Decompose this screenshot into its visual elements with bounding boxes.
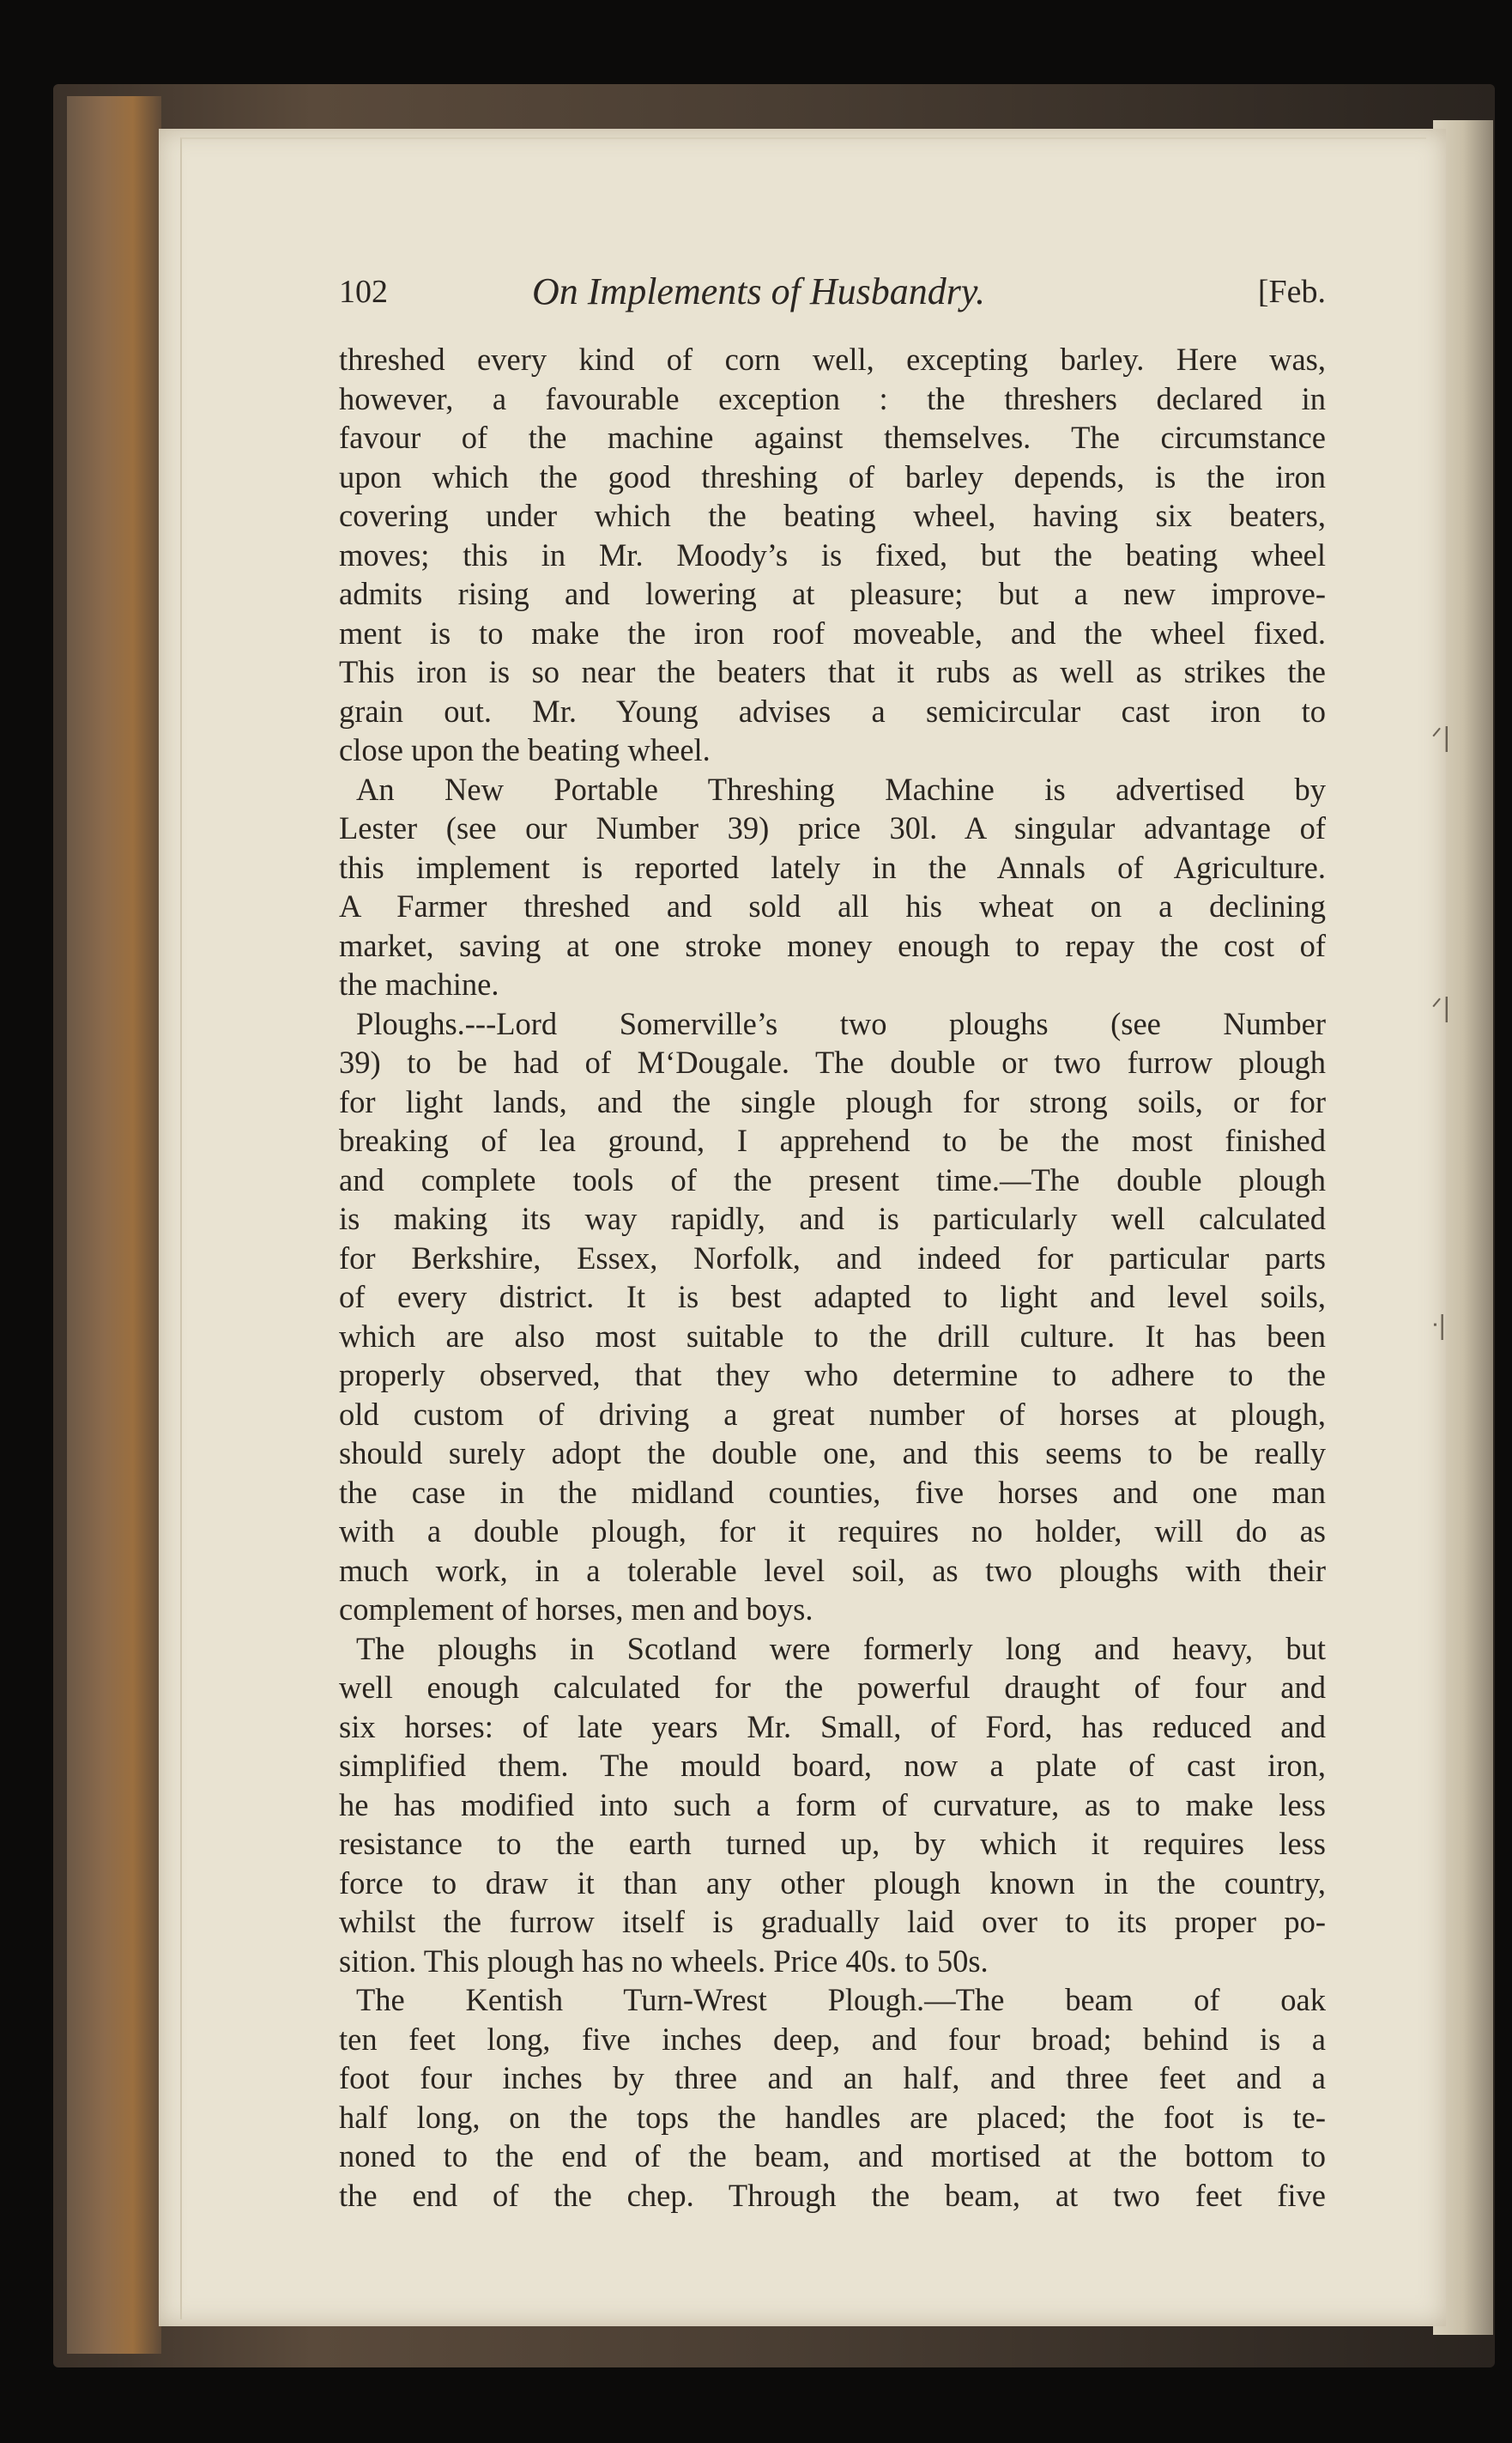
marbled-cover-edge bbox=[67, 96, 161, 2354]
text-line: he has modified into such a form of curvature, as to make less bbox=[339, 1786, 1326, 1822]
margin-mark: ᐟ| bbox=[1431, 993, 1451, 1023]
header-month: [Feb. bbox=[1257, 274, 1326, 310]
text-line: however, a favourable exception : the threshers declared in bbox=[339, 380, 1326, 416]
text-line: sition. This plough has no wheels. Price 40s. to 50s. bbox=[339, 1943, 989, 1979]
text-line: this implement is reported lately in the Annals of Agriculture. bbox=[339, 849, 1326, 885]
text-line: complement of horses, men and boys. bbox=[339, 1591, 813, 1627]
text-line: the end of the chep. Through the beam, at two feet five bbox=[339, 2177, 1326, 2213]
text-line: grain out. Mr. Young advises a semicircular cast iron to bbox=[339, 693, 1326, 729]
text-line: threshed every kind of corn well, excepting barley. Here was, bbox=[339, 342, 1326, 377]
running-title: On Implements of Husbandry. bbox=[532, 270, 985, 312]
page-header bbox=[339, 270, 1326, 316]
page-number: 102 bbox=[339, 274, 388, 310]
text-line: admits rising and lowering at pleasure; but a new improve- bbox=[339, 576, 1326, 611]
margin-mark: ᐟ| bbox=[1431, 723, 1451, 753]
text-line: the case in the midland counties, five horses and one man bbox=[339, 1474, 1326, 1510]
text-line: force to draw it than any other plough known in the country, bbox=[339, 1864, 1326, 1900]
text-line: covering under which the beating wheel, having six beaters, bbox=[339, 498, 1326, 533]
text-line: which are also most suitable to the drill culture. It has been bbox=[339, 1318, 1326, 1354]
text-line: simplified them. The mould board, now a plate of cast iron, bbox=[339, 1748, 1326, 1783]
text-line: for light lands, and the single plough for strong soils, or for bbox=[339, 1083, 1326, 1119]
text-line: noned to the end of the beam, and mortised at the bottom to bbox=[339, 2138, 1326, 2173]
text-line: the machine. bbox=[339, 967, 499, 1002]
text-line: 39) to be had of M‘Dougale. The double or two furrow plough bbox=[339, 1045, 1326, 1080]
text-line: The ploughs in Scotland were formerly long and heavy, but bbox=[356, 1630, 1326, 1666]
text-line: breaking of lea ground, I apprehend to be the most finished bbox=[339, 1123, 1326, 1158]
text-line: A Farmer threshed and sold all his wheat on a declining bbox=[339, 888, 1326, 924]
text-line: favour of the machine against themselves. The circumstance bbox=[339, 420, 1326, 455]
text-line: An New Portable Threshing Machine is advertised by bbox=[356, 771, 1326, 807]
text-line: ten feet long, five inches deep, and four broad; behind is a bbox=[339, 2021, 1326, 2057]
text-line: close upon the beating wheel. bbox=[339, 732, 711, 767]
text-line: upon which the good threshing of barley depends, is the iron bbox=[339, 458, 1326, 494]
text-line: half long, on the tops the handles are placed; the foot is te- bbox=[339, 2099, 1326, 2135]
text-line: six horses: of late years Mr. Small, of Ford, has reduced and bbox=[339, 1708, 1326, 1744]
text-line: for Berkshire, Essex, Norfolk, and indeed for particular parts bbox=[339, 1240, 1326, 1276]
text-line: old custom of driving a great number of horses at plough, bbox=[339, 1396, 1326, 1432]
text-line: resistance to the earth turned up, by which it requires less bbox=[339, 1826, 1326, 1861]
text-line: and complete tools of the present time.—The double plough bbox=[339, 1161, 1326, 1197]
text-line: ment is to make the iron roof moveable, and the wheel fixed. bbox=[339, 615, 1326, 651]
text-line: much work, in a tolerable level soil, as two ploughs with their bbox=[339, 1552, 1326, 1588]
text-line: Lester (see our Number 39) price 30l. A singular advantage of bbox=[339, 810, 1326, 846]
text-line: of every district. It is best adapted to light and level soils, bbox=[339, 1279, 1326, 1314]
text-line: whilst the furrow itself is gradually laid over to its proper po- bbox=[339, 1904, 1326, 1939]
text-line: properly observed, that they who determine to adhere to the bbox=[339, 1357, 1326, 1392]
text-line: well enough calculated for the powerful draught of four and bbox=[339, 1670, 1326, 1705]
text-line: The Kentish Turn-Wrest Plough.—The beam of oak bbox=[356, 1982, 1326, 2017]
text-line: with a double plough, for it requires no holder, will do as bbox=[339, 1513, 1326, 1549]
text-line: market, saving at one stroke money enough to repay the cost of bbox=[339, 927, 1326, 963]
text-line: foot four inches by three and an half, and three feet and a bbox=[339, 2060, 1326, 2095]
margin-mark: ᐧ| bbox=[1431, 1311, 1447, 1341]
text-line: moves; this in Mr. Moody’s is fixed, but the beating wheel bbox=[339, 536, 1326, 573]
text-line: This iron is so near the beaters that it rubs as well as strikes the bbox=[339, 654, 1326, 689]
text-line: should surely adopt the double one, and this seems to be really bbox=[339, 1435, 1326, 1470]
body-text bbox=[339, 340, 1326, 2215]
text-line: is making its way rapidly, and is particularly well calculated bbox=[339, 1201, 1326, 1236]
text-line: Ploughs.---Lord Somerville’s two ploughs (see Number bbox=[356, 1005, 1326, 1041]
